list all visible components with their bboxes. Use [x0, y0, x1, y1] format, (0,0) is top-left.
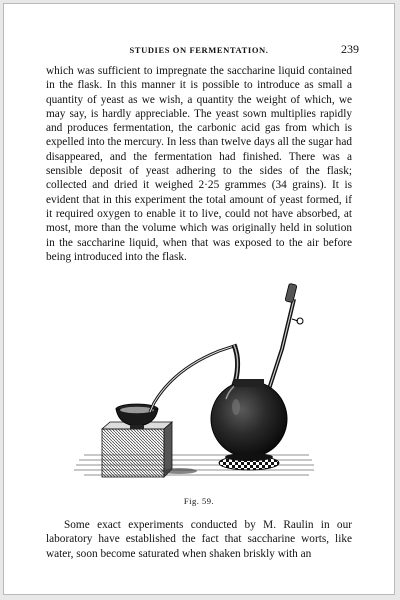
running-title: STUDIES ON FERMENTATION.: [129, 45, 269, 55]
figure-flask-illustration: [64, 279, 324, 494]
page-number: 239: [341, 42, 359, 56]
round-flask: [211, 379, 287, 457]
flask-stand: [219, 453, 279, 470]
figure-caption: Fig. 59.: [183, 496, 215, 506]
wooden-block: [102, 422, 172, 477]
running-head: [4, 42, 394, 56]
body-paragraph-1: which was sufficient to impregnate the saccharine liquid contained in the flask. In this manner it is possible to introduce as small a quantity of yeast as we wish, a quantity the weight of which, we may say, is hardly appreciable. The yeast sown multiplies rapidly and produces fermentation, the carbonic acid gas from which is expelled into the mercury. In less than twelve days all the sugar had disappeared, and the fermentation had finished. There was a sensible deposit of yeast adhering to the sides of the flask; collected and dried it weighed 2·25 grammes (34 grains). It is evident that in this experiment the total amount of yeast formed, if it required oxygen to enable it to live, could not have absorbed, at most, more than the volume which was originally held in solution in the saccharine liquid, when that was exposed to the air before being introduced into the flask.: [46, 65, 352, 263]
book-page: [3, 3, 395, 595]
body-paragraph-2: Some exact experiments conducted by M. Raulin in our laboratory have established the fact that saccharine worts, like water, soon become saturated when shaken briskly with an: [46, 519, 352, 560]
